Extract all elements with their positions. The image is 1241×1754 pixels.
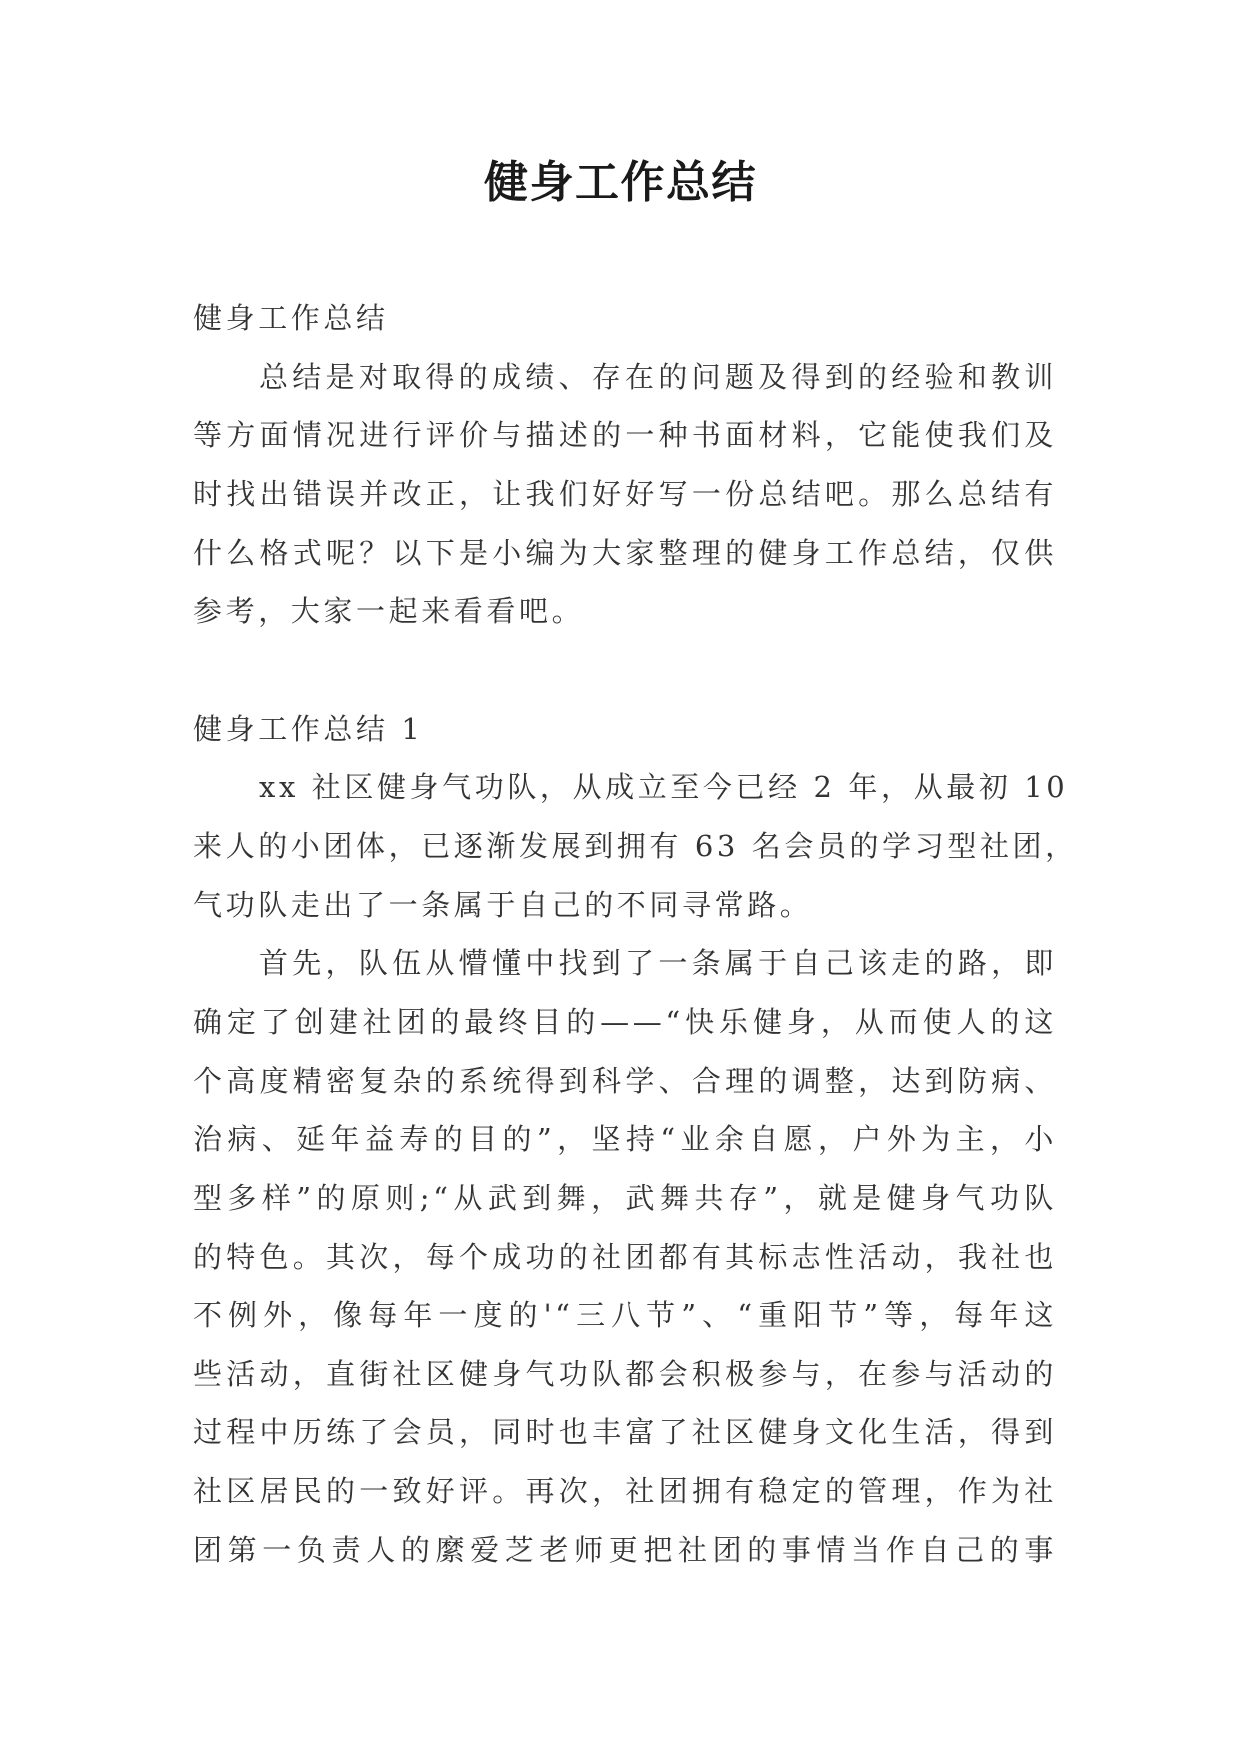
intro-paragraph — [193, 348, 1057, 641]
paragraph — [193, 758, 1078, 934]
intro-heading: 健身工作总结 — [193, 301, 389, 335]
text-line: 团第一负责人的縻爱芝老师更把社团的事情当作自己的事 — [193, 1532, 1057, 1567]
text-line: xx 社区健身气功队，从成立至今已经 2 年，从最初 10 — [259, 770, 1069, 805]
section-body — [193, 758, 1078, 1579]
text-line: 社区居民的一致好评。再次，社团拥有稳定的管理，作为社 — [193, 1474, 1057, 1509]
text-line: 不例外，像每年一度的'“三八节”、“重阳节”等，每年这 — [193, 1298, 1057, 1333]
text-line: 些活动，直街社区健身气功队都会积极参与，在参与活动的 — [193, 1356, 1057, 1391]
text-line: 个高度精密复杂的系统得到科学、合理的调整，达到防病、 — [193, 1063, 1057, 1098]
text-line: 过程中历练了会员，同时也丰富了社区健身文化生活，得到 — [193, 1415, 1057, 1450]
document-title: 健身工作总结 — [484, 157, 757, 208]
text-line: 等方面情况进行评价与描述的一种书面材料，它能使我们及 — [193, 418, 1057, 453]
section-heading: 健身工作总结 1 — [193, 711, 424, 746]
text-line: 的特色。其次，每个成功的社团都有其标志性活动，我社也 — [193, 1239, 1057, 1274]
paragraph — [193, 934, 1057, 1579]
text-line: 首先，队伍从懵懂中找到了一条属于自己该走的路，即 — [259, 946, 1057, 981]
text-line: 参考，大家一起来看看吧。 — [193, 594, 585, 629]
text-line: 型多样”的原则;“从武到舞，武舞共存”，就是健身气功队 — [193, 1180, 1057, 1215]
text-line: 来人的小团体，已逐渐发展到拥有 63 名会员的学习型社团， — [193, 828, 1078, 863]
text-line: 总结是对取得的成绩、存在的问题及得到的经验和教训 — [259, 359, 1057, 394]
text-line: 确定了创建社团的最终目的——“快乐健身，从而使人的这 — [193, 1004, 1057, 1039]
document-body — [193, 289, 1078, 1579]
text-line: 治病、延年益寿的目的”，坚持“业余自愿，户外为主，小 — [193, 1122, 1057, 1157]
text-line: 什么格式呢？以下是小编为大家整理的健身工作总结，仅供 — [193, 535, 1057, 570]
text-line: 时找出错误并改正，让我们好好写一份总结吧。那么总结有 — [193, 476, 1057, 511]
text-line: 气功队走出了一条属于自己的不同寻常路。 — [193, 887, 813, 922]
